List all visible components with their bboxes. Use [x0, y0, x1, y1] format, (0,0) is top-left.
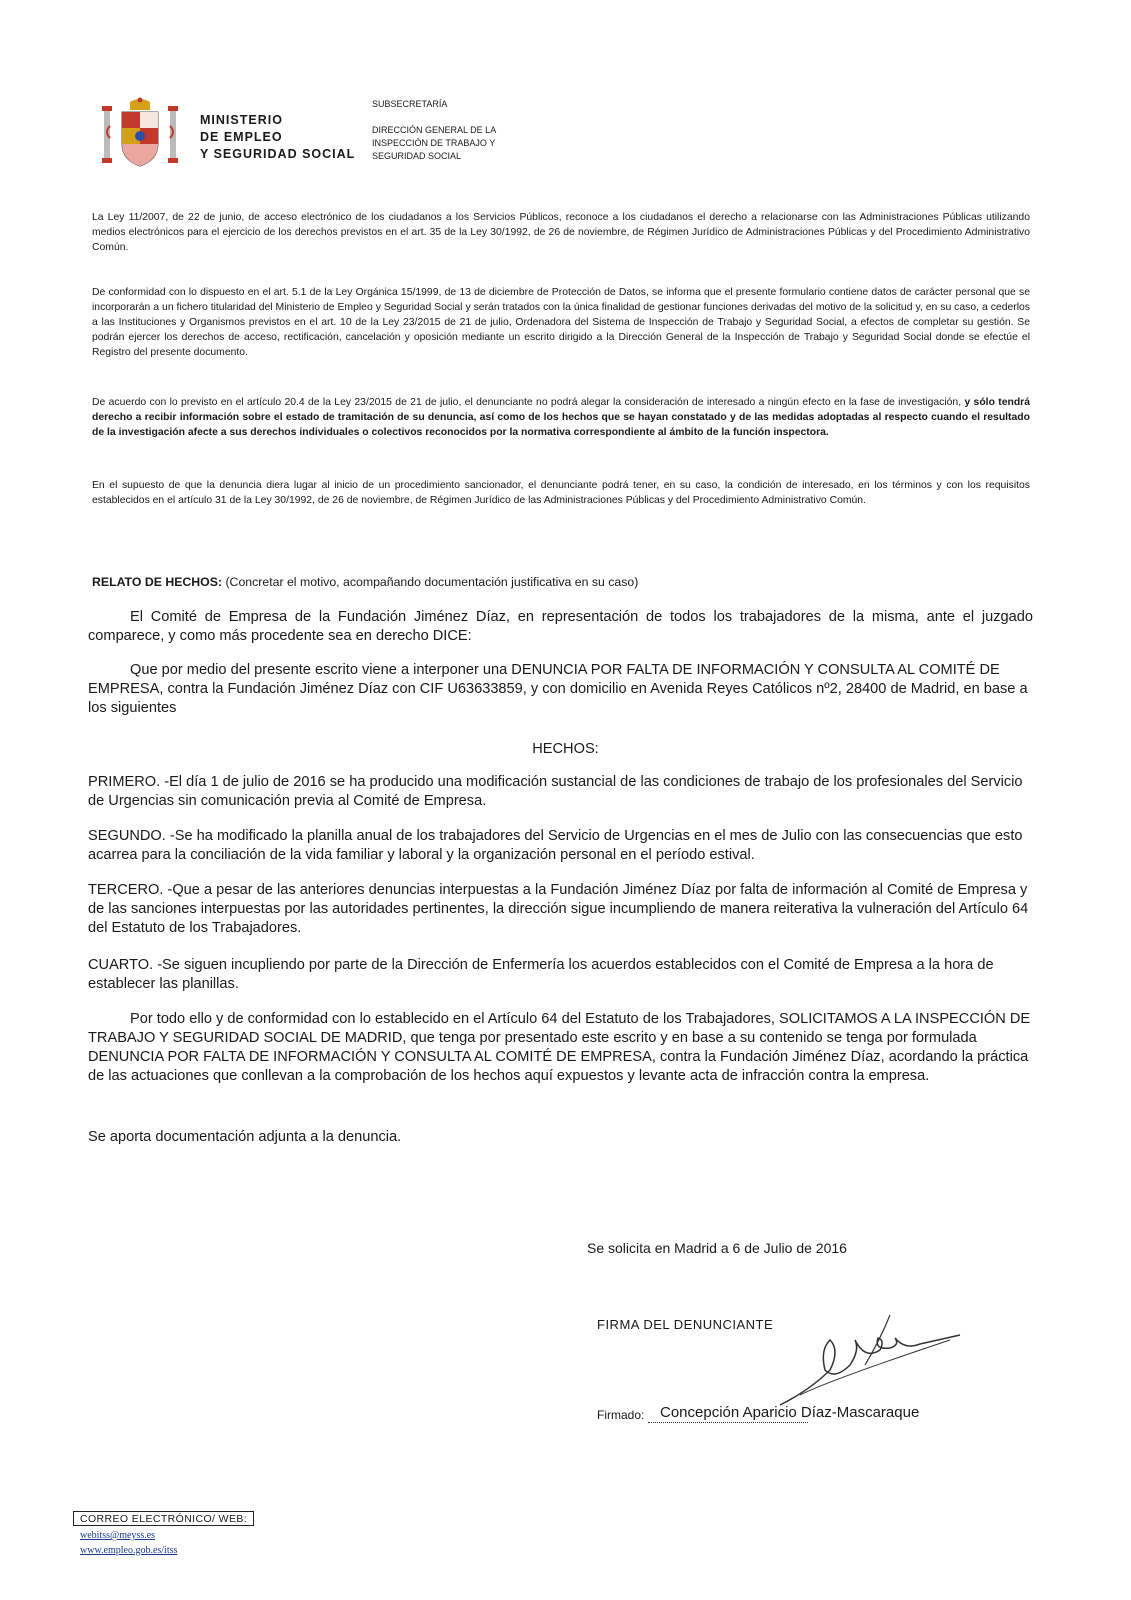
- documentacion-adjunta: Se aporta documentación adjunta a la denuncia.: [88, 1129, 402, 1145]
- hecho-primero: PRIMERO. -El día 1 de julio de 2016 se ha producido una modificación sustancial de las condiciones de trabajo de los profesionales del Servicio de Urgencias sin comunicación previa al Comité de Empresa.: [88, 774, 1023, 809]
- ministry-name: [200, 112, 355, 163]
- signature-line: [648, 1422, 808, 1423]
- direccion-general: [372, 124, 522, 163]
- spain-coat-of-arms-icon: [100, 96, 180, 170]
- correo-web-label: CORREO ELECTRÓNICO/ WEB:: [73, 1511, 254, 1526]
- direccion-line: DIRECCIÓN GENERAL DE LA: [372, 125, 497, 135]
- denuncia-paragraph: Que por medio del presente escrito viene a interponer una DENUNCIA POR FALTA DE INFORMACIÓN Y CONSULTA AL COMITÉ DE EMPRESA, contra la Fundación Jiménez Díaz con CIF U63633859, y con domicilio en Avenida Reyes Católicos nº2, 28400 de Madrid, en base a los siguientes: [88, 662, 1028, 716]
- handwritten-signature: [770, 1310, 970, 1410]
- relato-hint: (Concretar el motivo, acompañando documentación justificativa en su caso): [222, 575, 639, 589]
- hecho-cuarto: CUARTO. -Se siguen incupliendo por parte de la Dirección de Enfermería los acuerdos establecidos con el Comité de Empresa a la hora de establecer las planillas.: [88, 957, 994, 992]
- direccion-line: SEGURIDAD SOCIAL: [372, 151, 462, 161]
- legal-bold-text: y sólo tendrá derecho a recibir información sobre el estado de tramitación de su denuncia, así como de los hechos que se hayan constatado y de las medidas adoptadas al respecto cuando el resultado de la investigación afecte a sus derechos individuales o colectivos reconocidos por la normativa correspondiente al ámbito de la función inspectora.: [92, 397, 1031, 438]
- ministry-line: Y SEGURIDAD SOCIAL: [200, 147, 356, 161]
- email-link[interactable]: webitss@meyss.es: [80, 1530, 156, 1541]
- place-date: Se solicita en Madrid a 6 de Julio de 2016: [587, 1240, 847, 1256]
- direccion-line: INSPECCIÓN DE TRABAJO Y: [372, 138, 496, 148]
- ministry-line: MINISTERIO: [200, 113, 283, 127]
- hecho-tercero: TERCERO. -Que a pesar de las anteriores denuncias interpuestas a la Fundación Jiménez Díaz por falta de información al Comité de Empresa y de las sanciones interpuestas por las autoridades pertinentes, la dirección sigue incumpliendo de manera reiterativa la vulneración del Artículo 64 del Estatuto de los Trabajadores.: [88, 882, 1029, 936]
- intro-paragraph: El Comité de Empresa de la Fundación Jiménez Díaz, en representación de todos los trabajadores de la misma, ante el juzgado comparece, y como más procedente sea en derecho DICE:: [88, 609, 1033, 644]
- relato-label: RELATO DE HECHOS:: [92, 575, 223, 589]
- relato-heading: [92, 575, 638, 589]
- firmante-name: Concepción Aparicio Díaz-Mascaraque: [660, 1404, 920, 1421]
- web-link[interactable]: www.empleo.gob.es/itss: [80, 1545, 178, 1556]
- ministry-line: DE EMPLEO: [200, 130, 283, 144]
- solicitud-paragraph: Por todo ello y de conformidad con lo establecido en el Artículo 64 del Estatuto de los Trabajadores, SOLICITAMOS A LA INSPECCIÓN DE TRABAJO Y SEGURIDAD SOCIAL DE MADRID, que tenga por presentado este escrito y en base a su contenido se tenga por formulada DENUNCIA POR FALTA DE INFORMACIÓN Y CONSULTA AL COMITÉ DE EMPRESA, contra la Fundación Jiménez Díaz, acordando la práctica de las actuaciones que conllevan a la comprobación de los hechos aquí expuestos y levante acta de infracción contra la empresa.: [88, 1011, 1031, 1084]
- firma-label: FIRMA DEL DENUNCIANTE: [597, 1317, 774, 1332]
- hecho-segundo: SEGUNDO. -Se ha modificado la planilla anual de los trabajadores del Servicio de Urgencias en el mes de Julio con las consecuencias que esto acarrea para la conciliación de la vida familiar y laboral y la organización personal en el período estival.: [88, 828, 1023, 863]
- firmado-label: Firmado:: [597, 1408, 645, 1422]
- legal-normal-text: De acuerdo con lo previsto en el artículo 20.4 de la Ley 23/2015 de 21 de julio, el denunciante no podrá alegar la consideración de interesado a ningún efecto en la fase de investigación,: [92, 397, 962, 408]
- subsecretaria-label: SUBSECRETARÍA: [372, 99, 448, 109]
- hechos-heading: HECHOS:: [532, 741, 599, 757]
- legal-paragraph-ley-11-2007: La Ley 11/2007, de 22 de junio, de acceso electrónico de los ciudadanos a los Servicios Públicos, reconoce a los ciudadanos el derecho a relacionarse con las Administraciones Públicas utilizando medios electrónicos para el ejercicio de los derechos previstos en el art. 35 de la Ley 30/1992, de 26 de noviembre, de Régimen Jurídico de Administraciones Públicas y del Procedimiento Administrativo Común.: [92, 212, 1030, 253]
- legal-paragraph-sancionador: En el supuesto de que la denuncia diera lugar al inicio de un procedimiento sancionador, el denunciante podrá tener, en su caso, la condición de interesado, en los términos y con los requisitos establecidos en el artículo 31 de la Ley 30/1992, de 26 de noviembre, de Régimen Jurídico de las Administraciones Públicas y del Procedimiento Administrativo Común.: [92, 480, 1030, 506]
- legal-paragraph-ley-23-2015: [92, 395, 1030, 440]
- legal-paragraph-proteccion-datos: De conformidad con lo dispuesto en el art. 5.1 de la Ley Orgánica 15/1999, de 13 de diciembre de Protección de Datos, se informa que el presente formulario contiene datos de carácter personal que se incorporarán a un fichero titularidad del Ministerio de Empleo y Seguridad Social y serán tratados con la única finalidad de gestionar funciones derivadas del motivo de la solicitud y, en su caso, a cederlos a las Instituciones y Organismos previstos en el art. 10 de la Ley 23/2015 de 21 de julio, Ordenadora del Sistema de Inspección de Trabajo y Seguridad Social, a efectos de completar su gestión. Se podrán ejercer los derechos de acceso, rectificación, cancelación y oposición mediante un escrito dirigido a la Dirección General de la Inspección de Trabajo y Seguridad Social donde se efectúe el Registro del presente documento.: [92, 287, 1030, 358]
